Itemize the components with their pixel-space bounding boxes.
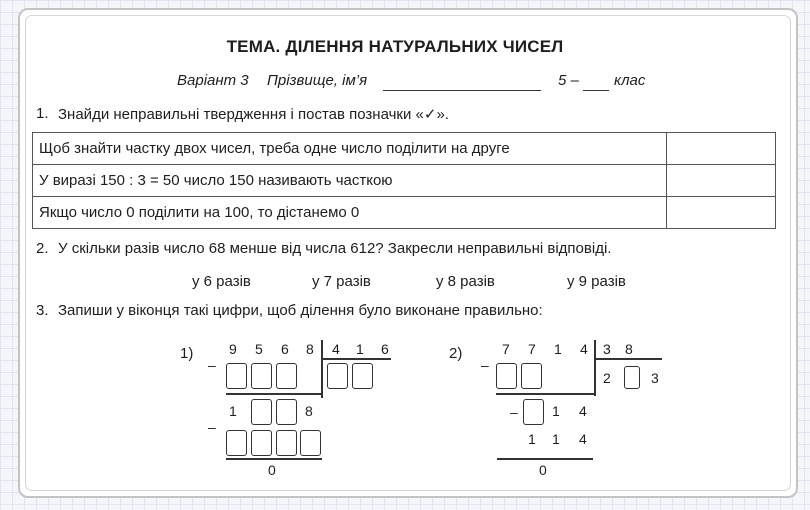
dividend-digit: 4 [580, 341, 588, 357]
check-cell[interactable] [667, 165, 776, 197]
final-remainder: 0 [539, 462, 547, 478]
digit-box[interactable] [276, 399, 297, 425]
digit-box[interactable] [276, 430, 297, 456]
quotient-box[interactable] [624, 366, 640, 389]
divisor-underline [594, 358, 662, 360]
minus-sign: – [481, 357, 489, 373]
check-cell[interactable] [667, 133, 776, 165]
digit-box[interactable] [523, 399, 544, 425]
digit-box[interactable] [276, 363, 297, 389]
dividend-digit: 5 [255, 341, 263, 357]
divisor-digit: 1 [356, 341, 364, 357]
table-row [33, 197, 776, 229]
answer-option[interactable]: у 9 разів [567, 273, 626, 290]
subtrahend-digit: 4 [579, 431, 587, 447]
answer-option[interactable]: у 8 разів [436, 273, 495, 290]
statement-text: Щоб знайти частку двох чисел, треба одне число поділити на друге [33, 133, 667, 165]
dividend-digit: 1 [554, 341, 562, 357]
digit-box[interactable] [226, 363, 247, 389]
task2-number: 2. [36, 240, 49, 257]
digit-box[interactable] [300, 430, 321, 456]
quotient-digit: 2 [603, 370, 611, 386]
digit-box[interactable] [496, 363, 517, 389]
surname-field[interactable] [383, 76, 541, 91]
divisor-digit: 4 [332, 341, 340, 357]
subtraction-line [497, 458, 593, 460]
remainder-digit: 1 [552, 403, 560, 419]
subtraction-line [226, 458, 322, 460]
dividend-digit: 7 [502, 341, 510, 357]
statement-text: Якщо число 0 поділити на 100, то дістанемо 0 [33, 197, 667, 229]
digit-box[interactable] [251, 430, 272, 456]
subtrahend-digit: 1 [552, 431, 560, 447]
remainder-digit: 1 [229, 403, 237, 419]
page-title: ТЕМА. ДІЛЕННЯ НАТУРАЛЬНИХ ЧИСЕЛ [226, 37, 564, 56]
division-vertical-line [594, 340, 596, 396]
divisor-digit: 6 [381, 341, 389, 357]
example-label: 1) [180, 345, 194, 362]
table-row [33, 133, 776, 165]
digit-box[interactable] [226, 430, 247, 456]
minus-sign: – [208, 357, 216, 373]
surname-label: Прізвище, ім’я [267, 72, 368, 89]
division-vertical-line [321, 340, 323, 398]
minus-sign: – [208, 419, 216, 435]
task2-text: У скільки разів число 68 менше від числа 612? Закресли неправильні відповіді. [58, 240, 612, 257]
subtraction-line [226, 393, 322, 395]
digit-box[interactable] [251, 399, 272, 425]
grade-field[interactable] [583, 76, 609, 91]
task1-number: 1. [36, 105, 49, 122]
dividend-digit: 7 [528, 341, 536, 357]
minus-sign: – [510, 404, 518, 420]
grade-prefix: 5 – [558, 72, 579, 89]
quotient-box[interactable] [352, 363, 373, 389]
divisor-digit: 3 [603, 341, 611, 357]
answer-option[interactable]: у 6 разів [192, 273, 251, 290]
variant-label: Варіант 3 [177, 72, 249, 89]
grade-suffix: клас [614, 72, 646, 89]
dividend-digit: 9 [229, 341, 237, 357]
statements-table [32, 132, 776, 229]
quotient-digit: 3 [651, 370, 659, 386]
answer-option[interactable]: у 7 разів [312, 273, 371, 290]
dividend-digit: 8 [306, 341, 314, 357]
subtrahend-digit: 1 [528, 431, 536, 447]
divisor-underline [321, 358, 391, 360]
example-label: 2) [449, 345, 463, 362]
task3-number: 3. [36, 302, 49, 319]
divisor-digit: 8 [625, 341, 633, 357]
remainder-digit: 4 [579, 403, 587, 419]
digit-box[interactable] [251, 363, 272, 389]
remainder-digit: 8 [305, 403, 313, 419]
quotient-box[interactable] [327, 363, 348, 389]
dividend-digit: 6 [281, 341, 289, 357]
final-remainder: 0 [268, 462, 276, 478]
task3-text: Запиши у віконця такі цифри, щоб ділення було виконане правильно: [58, 302, 543, 319]
table-row [33, 165, 776, 197]
task1-text: Знайди неправильні твердження і постав позначки «✓». [58, 106, 449, 123]
statement-text: У виразі 150 : 3 = 50 число 150 називають часткою [33, 165, 667, 197]
digit-box[interactable] [521, 363, 542, 389]
subtraction-line [496, 393, 594, 395]
check-cell[interactable] [667, 197, 776, 229]
